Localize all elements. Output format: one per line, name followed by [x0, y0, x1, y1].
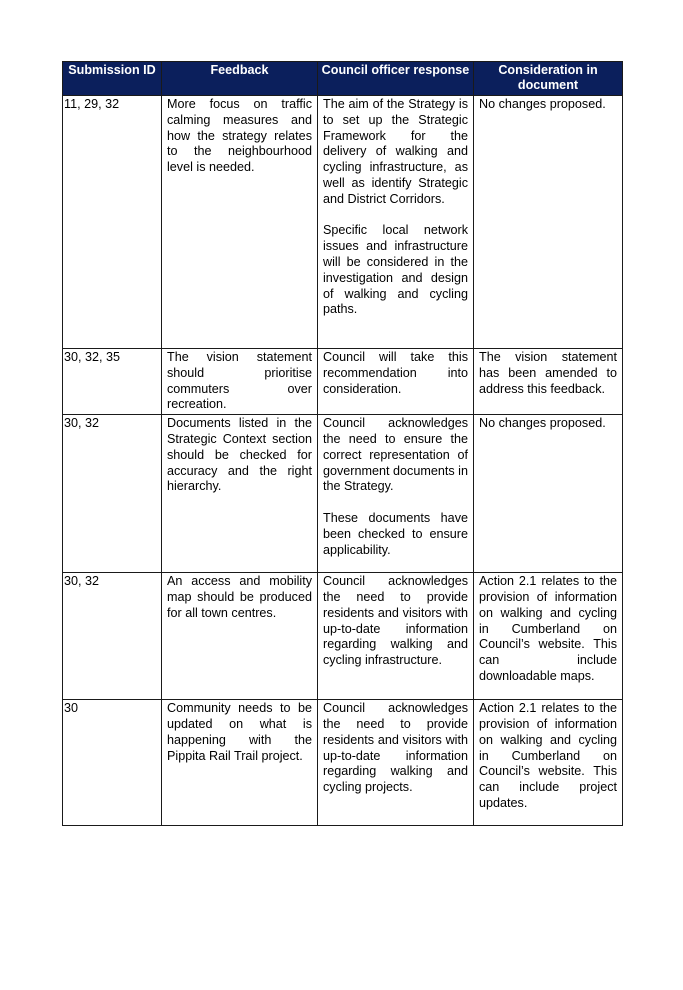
consideration-cell: Action 2.1 relates to the provision of information on walking and cycling in Cumberland on Council’s website. This can include downloadable maps.	[474, 573, 623, 700]
header-council-response: Council officer response	[318, 62, 474, 96]
submission-id-cell: 30	[63, 700, 162, 826]
table-row	[63, 349, 623, 415]
submission-id-cell: 30, 32	[63, 573, 162, 700]
feedback-cell: An access and mobility map should be produced for all town centres.	[162, 573, 318, 700]
consideration-cell: The vision statement has been amended to address this feedback.	[474, 349, 623, 415]
table-row	[63, 573, 623, 700]
feedback-cell: More focus on traffic calming measures and how the strategy relates to the neighbourhood level is needed.	[162, 96, 318, 349]
response-paragraph: Council acknowledges the need to provide residents and visitors with up-to-date information regarding walking and cycling infrastructure.	[323, 574, 468, 668]
response-cell	[318, 349, 474, 415]
response-paragraph: These documents have been checked to ensure applicability.	[323, 510, 468, 557]
consideration-cell: No changes proposed.	[474, 96, 623, 349]
response-paragraph: Council acknowledges the need to provide residents and visitors with up-to-date information regarding walking and cycling projects.	[323, 701, 468, 795]
response-paragraph: Council will take this recommendation into consideration.	[323, 350, 468, 396]
table-row	[63, 96, 623, 349]
response-cell	[318, 415, 474, 573]
consideration-cell: No changes proposed.	[474, 415, 623, 573]
feedback-cell: Community needs to be updated on what is happening with the Pippita Rail Trail project.	[162, 700, 318, 826]
table-row	[63, 700, 623, 826]
response-cell	[318, 96, 474, 349]
response-paragraph: Specific local network issues and infrastructure will be considered in the investigation and design of walking and cycling paths.	[323, 223, 468, 317]
feedback-cell: The vision statement should prioritise commuters over recreation.	[162, 349, 318, 415]
submission-id-cell: 30, 32, 35	[63, 349, 162, 415]
submission-id-cell: 11, 29, 32	[63, 96, 162, 349]
response-paragraph: The aim of the Strategy is to set up the Strategic Framework for the delivery of walking and cycling infrastructure, as well as identify Strategic and District Corridors.	[323, 97, 468, 206]
header-submission-id: Submission ID	[63, 62, 162, 96]
header-feedback: Feedback	[162, 62, 318, 96]
response-cell	[318, 700, 474, 826]
table-header-row	[63, 62, 623, 96]
header-consideration: Consideration in document	[474, 62, 623, 96]
response-paragraph: Council acknowledges the need to ensure the correct representation of government documents in the Strategy.	[323, 416, 468, 494]
submission-id-cell: 30, 32	[63, 415, 162, 573]
consideration-cell: Action 2.1 relates to the provision of information on walking and cycling in Cumberland on Council’s website. This can include project updates.	[474, 700, 623, 826]
table-row	[63, 415, 623, 573]
feedback-cell: Documents listed in the Strategic Context section should be checked for accuracy and the right hierarchy.	[162, 415, 318, 573]
response-cell	[318, 573, 474, 700]
submissions-table	[62, 61, 623, 826]
